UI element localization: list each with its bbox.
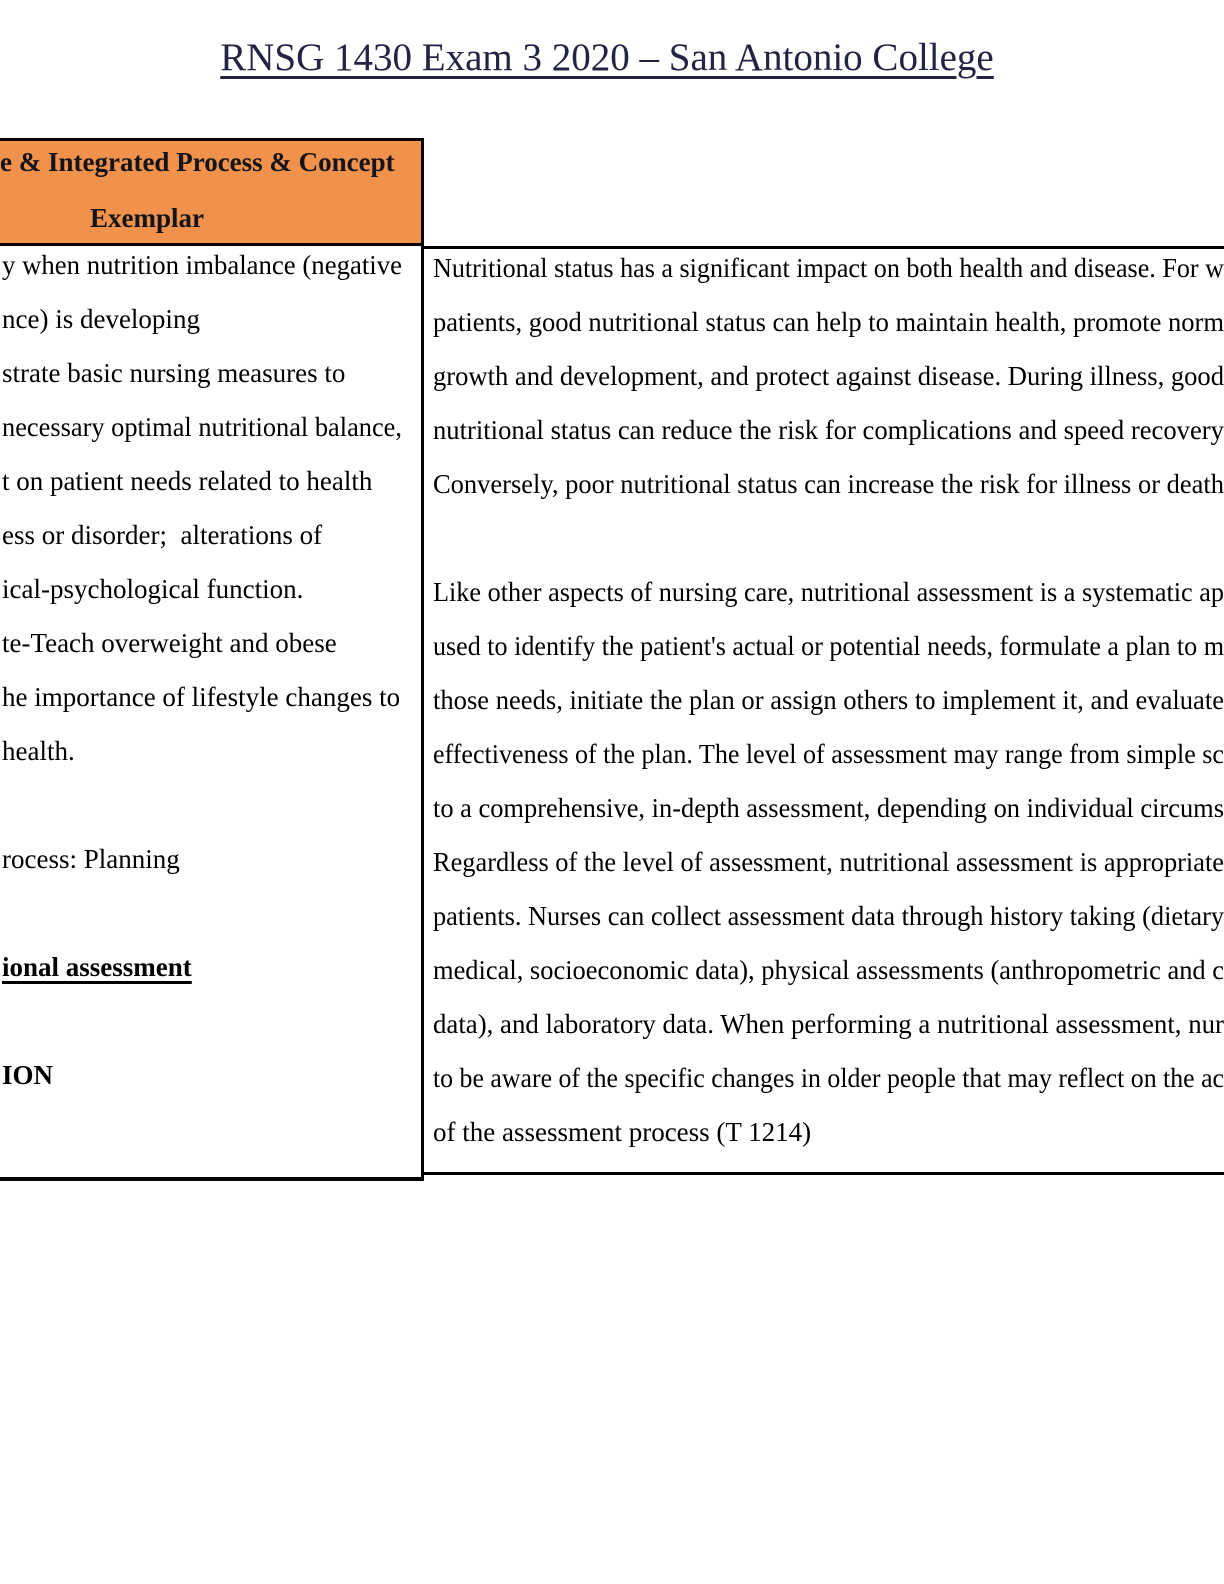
right-line: patients, good nutritional status can help to maintain health, promote norm [433, 307, 1224, 337]
right-line: data), and laboratory data. When performing a nutritional assessment, nur [433, 1009, 1224, 1039]
right-line: growth and development, and protect against disease. During illness, good [433, 361, 1224, 391]
right-line: to a comprehensive, in-depth assessment, depending on individual circums [433, 793, 1224, 823]
right-line: of the assessment process (T 1214) [433, 1117, 812, 1147]
right-line: Conversely, poor nutritional status can increase the risk for illness or death [433, 469, 1224, 499]
right-line: Nutritional status has a significant impact on both health and disease. For w [433, 253, 1224, 283]
right-line: those needs, initiate the plan or assign others to implement it, and evaluate [433, 685, 1224, 715]
nursing-process-line: rocess: Planning [2, 844, 180, 874]
left-line: te-Teach overweight and obese [2, 628, 337, 658]
nutritional-assessment-heading: ional assessment [2, 952, 192, 982]
header-line-exemplar: Exemplar [90, 203, 204, 233]
nutrition-heading: ION [2, 1060, 54, 1090]
table-header-cell [0, 138, 421, 246]
left-line: health. [2, 736, 75, 766]
right-line: to be aware of the specific changes in older people that may reflect on the ac [433, 1063, 1224, 1093]
left-line: he importance of lifestyle changes to [2, 682, 401, 712]
left-line: y when nutrition imbalance (negative [2, 250, 402, 280]
left-line: t on patient needs related to health [2, 466, 373, 496]
left-line: ical-psychological function. [2, 574, 304, 604]
left-line: nce) is developing [2, 304, 200, 334]
left-line: ess or disorder; alterations of [2, 520, 323, 550]
objective-column-cell [0, 246, 421, 1181]
header-line-process-concept: e & Integrated Process & Concept [0, 147, 395, 177]
right-line: patients. Nurses can collect assessment data through history taking (dietary [433, 901, 1224, 931]
right-line: Like other aspects of nursing care, nutritional assessment is a systematic ap [433, 577, 1224, 607]
right-line: Regardless of the level of assessment, nutritional assessment is appropriate [433, 847, 1224, 877]
left-line: necessary optimal nutritional balance, [2, 412, 402, 442]
page-title: RNSG 1430 Exam 3 2020 – San Antonio College [220, 36, 994, 79]
right-line: nutritional status can reduce the risk for complications and speed recovery [433, 415, 1224, 445]
right-line: medical, socioeconomic data), physical assessments (anthropometric and c [433, 955, 1224, 985]
right-line: effectiveness of the plan. The level of assessment may range from simple sc [433, 739, 1224, 769]
left-line: strate basic nursing measures to [2, 358, 346, 388]
right-line: used to identify the patient's actual or potential needs, formulate a plan to m [433, 631, 1224, 661]
content-column-cell [424, 246, 1224, 1175]
